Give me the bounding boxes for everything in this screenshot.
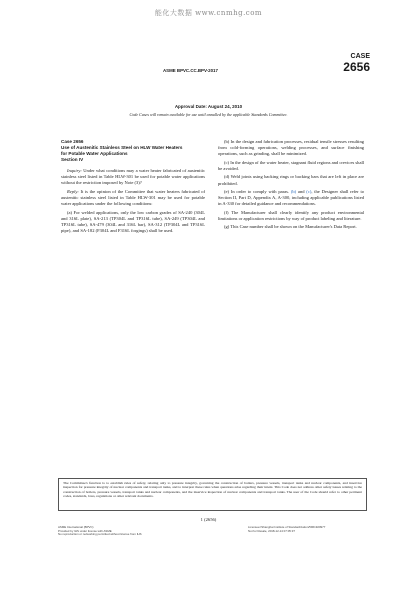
case-title: [61, 139, 205, 163]
item-a: (a) For welded applications, only the low carbon grades of SA-240 (304L and 316L plate), SA-213 (TP304L and TP316L tube), SA-249 (TP304L and TP316L tube), SA-479 (304L and 316L bar), SA-312 (TP304L and TP316L pipe), and SA-182 (F304L and F316L forgings) shall be used.: [61, 209, 205, 234]
case-title-line: Section IV: [61, 157, 84, 162]
reply-lead: Reply:: [67, 188, 79, 194]
item-c: (c) In the design of the water heater, stagnant fluid regions and crevices shall be avoided.: [218, 159, 364, 171]
footer-left-line: Provided by IHS under license with ASME: [58, 528, 112, 533]
case-header: [343, 53, 370, 74]
footer-right: [248, 526, 325, 533]
right-column: [218, 139, 364, 233]
item-e-pre: (e) In order to comply with paras.: [224, 188, 291, 194]
footer-left-line: No reproduction or networking permitted without license from IHS: [58, 532, 142, 536]
item-e-mid: and: [296, 188, 307, 194]
inquiry-paragraph: [61, 168, 205, 187]
watermark: 能化大数据 www.cnmhg.com: [154, 9, 263, 17]
item-g: (g) This Case number shall be shown on the Manufacturer's Data Report.: [224, 224, 357, 230]
item-e: [218, 189, 364, 208]
approval-date: Approval Date: August 24, 2010: [174, 104, 243, 109]
link-para-b[interactable]: (b): [290, 188, 297, 194]
inquiry-lead: Inquiry:: [67, 168, 82, 173]
availability-note: Code Cases will remain available for use until annulled by the applicable Standards Committee.: [129, 112, 288, 117]
item-b: (b) In the design and fabrication processes, residual tensile stresses resulting from cold-forming operations, welding processes, and surface finishing operations, such as grinding, shall be minimized.: [218, 139, 364, 157]
case-title-line: Case 2656: [61, 139, 84, 144]
left-column: [61, 139, 205, 237]
item-f: (f) The Manufacturer shall clearly identify any product environmental limitations or application restrictions by way of product labeling and literature.: [218, 209, 364, 221]
footer-right-line: Not for Resale, 2018-12-14 07:05:37: [248, 528, 295, 533]
reply-paragraph: [61, 189, 205, 208]
case-label: CASE: [350, 53, 370, 60]
committee-disclaimer-box: The Committee's function is to establish rules of safety, relating only to pressure integrity, governing the construction of boilers, pressure vessels, transport tanks and nuclear components, and inservice inspection for pressure integrity of nuclear components and transport tanks, and to interpret these rules when questions arise regarding their intent. This Code does not address other safety issues relating to the construction of boilers, pressure vessels, transport tanks and nuclear components, and the inservice inspection of nuclear components and transport tanks. The user of the Code should refer to other pertinent codes, standards, laws, regulations or other relevant documents.: [58, 478, 367, 511]
case-number: 2656: [343, 60, 370, 74]
running-head: ASME BPVC.CC.BPV-2017: [163, 68, 218, 73]
page-number: 1 (2656): [200, 517, 217, 522]
footer-left-line: ASME International (BPVC): [58, 525, 94, 529]
item-d: (d) Weld joints using backing rings or backing bars that are left in place are prohibited.: [218, 174, 364, 186]
footer-right-line: Licensee=Shanghai Institute of Standardization/5961920977: [248, 525, 326, 529]
item-e-post: , the Designer shall refer to Section II, Part D, Appendix A, A-300, including applicable publications listed in A-330 for detailed guidance and recommendations.: [218, 188, 365, 207]
case-title-line: Use of Austenitic Stainless Steel on HLW Water Heaters: [61, 145, 183, 150]
link-para-c[interactable]: (c): [306, 188, 312, 194]
inquiry-text: Under what conditions may a water heater fabricated of austenitic stainless steel listed in Table HLW-301 be used for potable water applications without the restriction imposed by Note (3)?: [61, 168, 205, 186]
reply-text: It is the opinion of the Committee that water heaters fabricated of austenitic stainless steel listed in Table HLW-301 may be used for potable water applications under the following conditions:: [61, 188, 205, 207]
footer-left: [58, 526, 142, 537]
case-title-line: for Potable Water Applications: [61, 151, 128, 156]
